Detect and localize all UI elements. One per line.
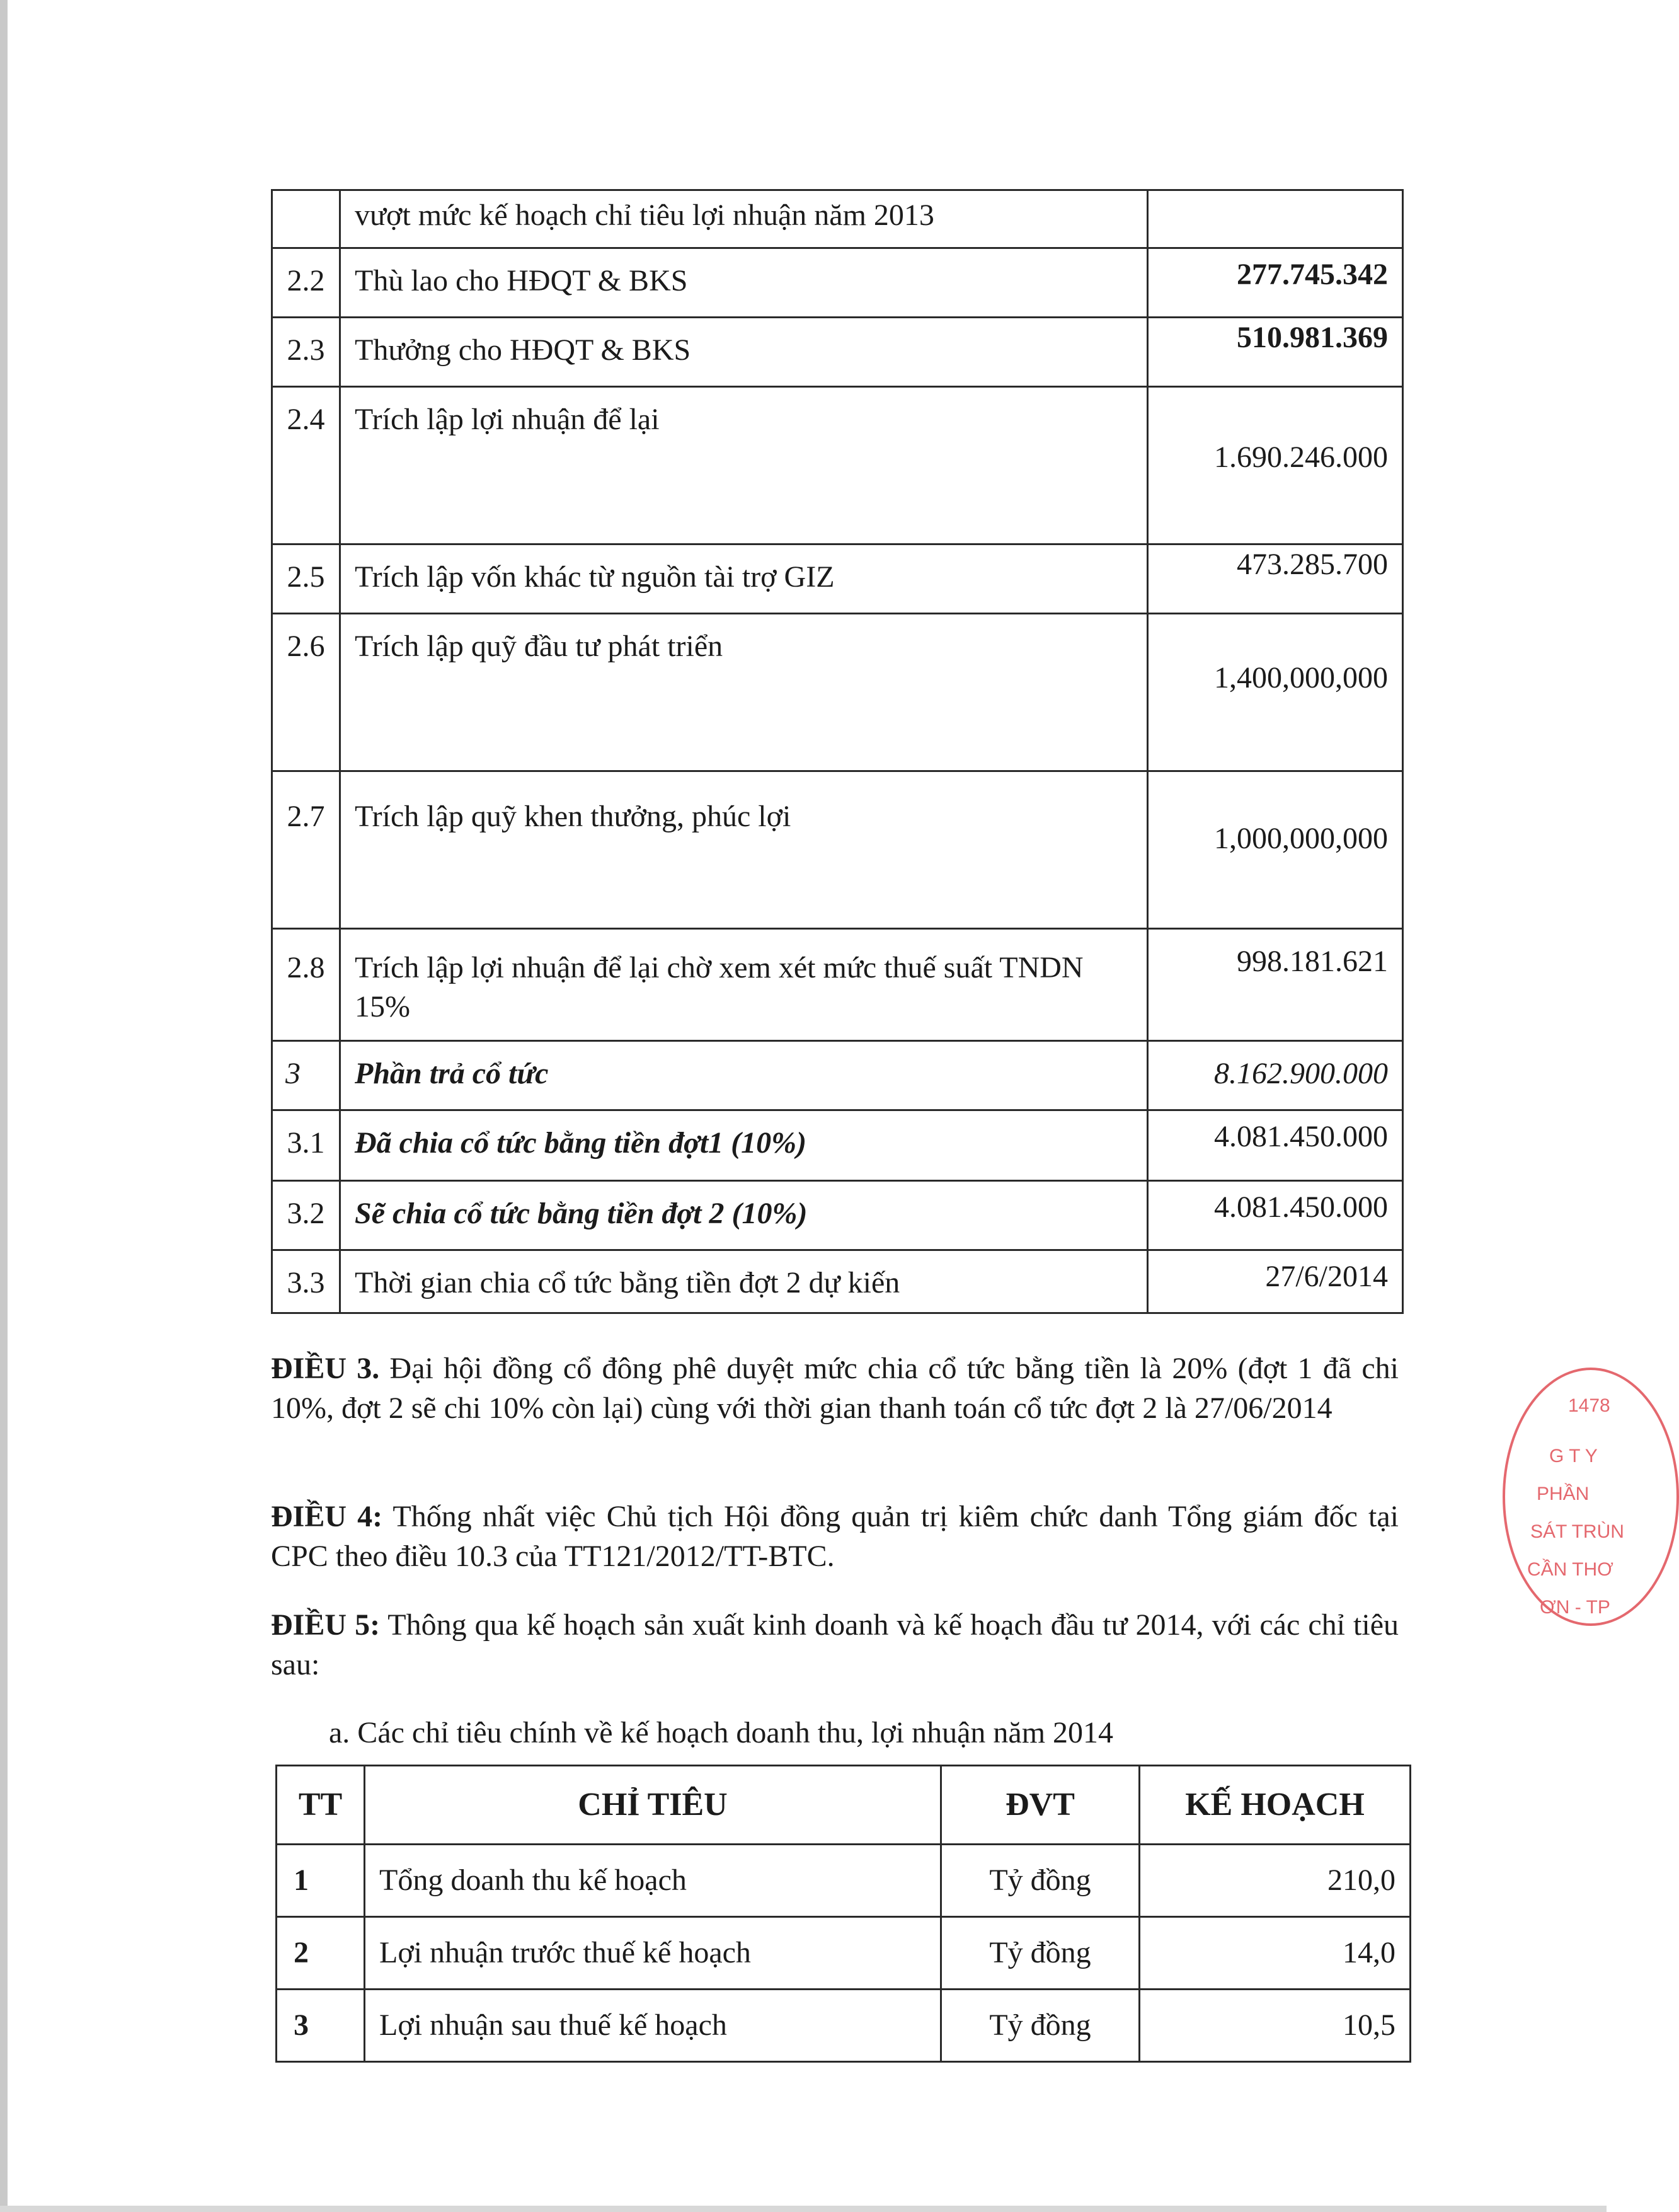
seal-text: G T Y — [1549, 1446, 1598, 1466]
row-number: 2.8 — [272, 929, 340, 1041]
row-chi-tieu: Lợi nhuận sau thuế kế hoạch — [365, 1990, 941, 2062]
table-row — [272, 1041, 1403, 1110]
row-number: 3 — [272, 1041, 340, 1110]
row-description: Đã chia cổ tức bằng tiền đợt1 (10%) — [340, 1110, 1148, 1181]
row-value: 4.081.450.000 — [1148, 1181, 1403, 1250]
row-dvt: Tỷ đồng — [941, 1917, 1140, 1990]
row-description: Trích lập lợi nhuận để lại — [340, 387, 1148, 544]
table-row — [272, 1250, 1403, 1313]
table-row — [272, 1181, 1403, 1250]
row-description: Trích lập lợi nhuận để lại chờ xem xét mức thuế suất TNDN 15% — [340, 929, 1148, 1041]
row-chi-tieu: Lợi nhuận trước thuế kế hoạch — [365, 1917, 941, 1990]
row-number: 2.4 — [272, 387, 340, 544]
row-value: 1,400,000,000 — [1148, 614, 1403, 771]
article-5-label: ĐIỀU 5: — [271, 1608, 381, 1642]
row-description: Phần trả cổ tức — [340, 1041, 1148, 1110]
row-description: Trích lập quỹ đầu tư phát triển — [340, 614, 1148, 771]
row-number: 3.2 — [272, 1181, 340, 1250]
table-row — [277, 1917, 1411, 1990]
row-tt: 1 — [277, 1845, 365, 1917]
table-row — [272, 318, 1403, 387]
header-dvt: ĐVT — [941, 1766, 1140, 1845]
row-number — [272, 190, 340, 248]
table-row — [272, 1110, 1403, 1181]
row-value: 473.285.700 — [1148, 544, 1403, 614]
table-row — [272, 190, 1403, 248]
row-number: 2.2 — [272, 248, 340, 318]
row-ke-hoach: 210,0 — [1140, 1845, 1411, 1917]
table-row — [272, 771, 1403, 929]
row-value: 1.690.246.000 — [1148, 387, 1403, 544]
row-value: 4.081.450.000 — [1148, 1110, 1403, 1181]
row-number: 2.7 — [272, 771, 340, 929]
article-4 — [271, 1497, 1399, 1576]
row-description: Trích lập vốn khác từ nguồn tài trợ GIZ — [340, 544, 1148, 614]
table-row — [272, 248, 1403, 318]
row-number: 3.3 — [272, 1250, 340, 1313]
row-value — [1148, 190, 1403, 248]
row-number: 2.6 — [272, 614, 340, 771]
article-3-text: Đại hội đồng cổ đông phê duyệt mức chia cổ tức bằng tiền là 20% (đợt 1 đã chi 10%, đợt 2 sẽ chi 10% còn lại) cùng với thời gian thanh toán cổ tức đợt 2 là 27/06/2014 — [271, 1352, 1399, 1425]
row-ke-hoach: 10,5 — [1140, 1990, 1411, 2062]
table-row — [277, 1845, 1411, 1917]
article-5-text: Thông qua kế hoạch sản xuất kinh doanh và kế hoạch đầu tư 2014, với các chỉ tiêu sau: — [271, 1608, 1399, 1681]
table-header-row — [277, 1766, 1411, 1845]
row-description: Thời gian chia cổ tức bằng tiền đợt 2 dự kiến — [340, 1250, 1148, 1313]
row-dvt: Tỷ đồng — [941, 1990, 1140, 2062]
seal-text: CẦN THƠ — [1527, 1559, 1613, 1580]
header-chi-tieu: CHỈ TIÊU — [365, 1766, 941, 1845]
row-value: 27/6/2014 — [1148, 1250, 1403, 1313]
row-description: vượt mức kế hoạch chỉ tiêu lợi nhuận năm 2013 — [340, 190, 1148, 248]
header-ke-hoach: KẾ HOẠCH — [1140, 1766, 1411, 1845]
plan-subheading: a. Các chỉ tiêu chính về kế hoạch doanh thu, lợi nhuận năm 2014 — [329, 1716, 1114, 1749]
row-ke-hoach: 14,0 — [1140, 1917, 1411, 1990]
row-tt: 3 — [277, 1990, 365, 2062]
row-value: 1,000,000,000 — [1148, 771, 1403, 929]
article-4-text: Thống nhất việc Chủ tịch Hội đồng quản trị kiêm chức danh Tổng giám đốc tại CPC theo điều 10.3 của TT121/2012/TT-BTC. — [271, 1500, 1399, 1573]
row-tt: 2 — [277, 1917, 365, 1990]
row-value: 8.162.900.000 — [1148, 1041, 1403, 1110]
seal-text: ƠN - TP — [1540, 1597, 1610, 1618]
row-number: 2.5 — [272, 544, 340, 614]
table-row — [272, 929, 1403, 1041]
profit-distribution-table — [271, 189, 1404, 1314]
scan-edge-bottom — [0, 2206, 1607, 2212]
row-description: Trích lập quỹ khen thưởng, phúc lợi — [340, 771, 1148, 929]
row-description: Thù lao cho HĐQT & BKS — [340, 248, 1148, 318]
article-4-label: ĐIỀU 4: — [271, 1500, 383, 1533]
scan-edge-left — [0, 0, 8, 2212]
seal-text: 1478 — [1568, 1395, 1610, 1416]
article-3-label: ĐIỀU 3. — [271, 1352, 380, 1385]
row-dvt: Tỷ đồng — [941, 1845, 1140, 1917]
table-row — [272, 614, 1403, 771]
row-chi-tieu: Tổng doanh thu kế hoạch — [365, 1845, 941, 1917]
business-plan-table — [275, 1765, 1411, 2063]
seal-text: PHẦN — [1537, 1483, 1590, 1504]
row-description: Sẽ chia cổ tức bằng tiền đợt 2 (10%) — [340, 1181, 1148, 1250]
table-row — [272, 544, 1403, 614]
table-row — [272, 387, 1403, 544]
article-5 — [271, 1605, 1399, 1685]
row-number: 3.1 — [272, 1110, 340, 1181]
row-description: Thưởng cho HĐQT & BKS — [340, 318, 1148, 387]
row-number: 2.3 — [272, 318, 340, 387]
row-value: 277.745.342 — [1148, 248, 1403, 318]
table-row — [277, 1990, 1411, 2062]
article-3 — [271, 1349, 1399, 1428]
header-tt: TT — [277, 1766, 365, 1845]
row-value: 510.981.369 — [1148, 318, 1403, 387]
seal-text: SÁT TRÙN — [1530, 1521, 1624, 1542]
company-seal — [1503, 1368, 1679, 1626]
row-value: 998.181.621 — [1148, 929, 1403, 1041]
